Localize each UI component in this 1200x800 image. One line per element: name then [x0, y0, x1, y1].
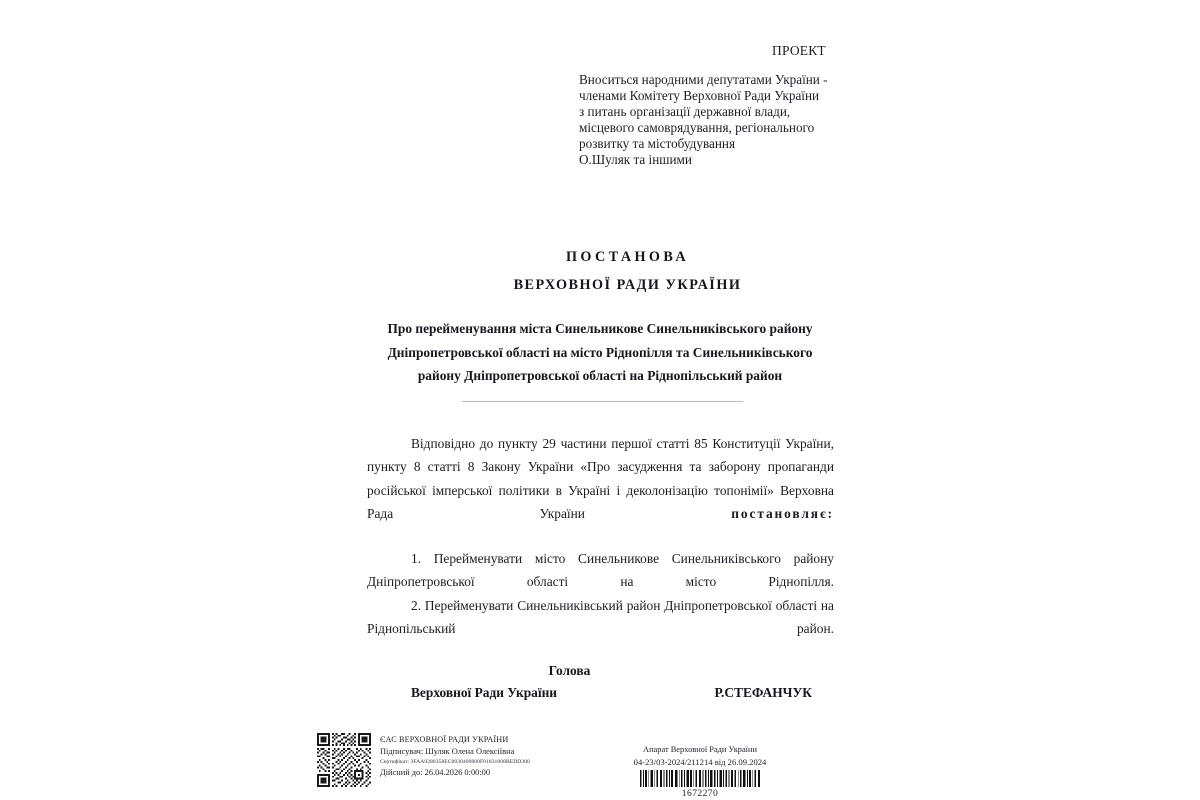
signatory-name: Р.СТЕФАНЧУК	[714, 685, 812, 700]
signatory-row	[367, 683, 834, 702]
title-main: ПОСТАНОВА	[566, 249, 689, 265]
preamble-text: Відповідно до пункту 29 частини першої статті 85 Конституції України, пункту 8 статті 8 Закону України «Про засудження та заборону пропаганди російської імперської політики в Україні і деколонізацію топонімії» Верховна Рада України	[367, 436, 834, 522]
submitter-line: Вноситься народними депутатами України -	[579, 72, 828, 87]
registration-barcode-number: 1672270	[681, 787, 719, 799]
submitter-line: членами Комітету Верховної Ради України	[579, 88, 820, 104]
signature-block	[367, 661, 834, 702]
title-subtitle: ВЕРХОВНОЇ РАДИ УКРАЇНИ	[513, 277, 742, 293]
signatory-role-line-1: Голова	[548, 663, 591, 678]
submitter-line: розвитку та містобудування	[579, 136, 736, 152]
resolves-word: постановляє:	[731, 506, 834, 522]
resolution-item: 2. Перейменувати Синельниківський район Дніпропетровської області на Ріднопільський район.	[367, 597, 834, 637]
registration-stamp	[600, 744, 800, 800]
submitter-line: місцевого самоврядування, регіонального	[579, 120, 815, 136]
preamble-paragraph	[367, 432, 834, 526]
electronic-signature-stamp	[317, 733, 530, 787]
subject-heading: Про перейменування міста Синельникове Синельниківського району Дніпропетровської області на місто Ріднопілля та Синельниківського району Дніпропетровської області на Ріднопільський район	[387, 321, 813, 383]
submitter-block	[579, 72, 869, 169]
registration-organization: Апарат Верховної Ради України	[643, 745, 757, 754]
esignature-valid-until: Дійсний до: 26.04.2026 0:00:00	[380, 768, 491, 778]
submitter-line: О.Шуляк та іншими	[579, 152, 692, 168]
esignature-details	[380, 733, 530, 779]
resolution-items	[367, 547, 834, 641]
submitter-line: з питань організації державної влади,	[579, 104, 791, 120]
preamble-block	[367, 432, 834, 526]
document-title	[0, 249, 1200, 294]
draft-label: ПРОЕКТ	[772, 43, 826, 58]
esignature-signer: Підписувач: Шуляк Олена Олексіївна	[380, 746, 515, 756]
title-divider	[462, 401, 743, 402]
esignature-certificate: Сертифікат: 3FAA9288358EC0030400000F01831008BEDD300	[380, 759, 530, 766]
registration-reference: 04-23/03-2024/211214 від 26.09.2024	[633, 757, 767, 767]
resolution-item: 1. Перейменувати місто Синельникове Синельниківського району Дніпропетровської області на місто Ріднопілля.	[367, 551, 834, 590]
barcode-icon	[638, 770, 762, 787]
esignature-system: ЄАС ВЕРХОВНОЇ РАДИ УКРАЇНИ	[380, 735, 509, 744]
qr-code-icon	[317, 733, 371, 787]
signatory-role-line-2: Верховної Ради України	[411, 685, 558, 700]
